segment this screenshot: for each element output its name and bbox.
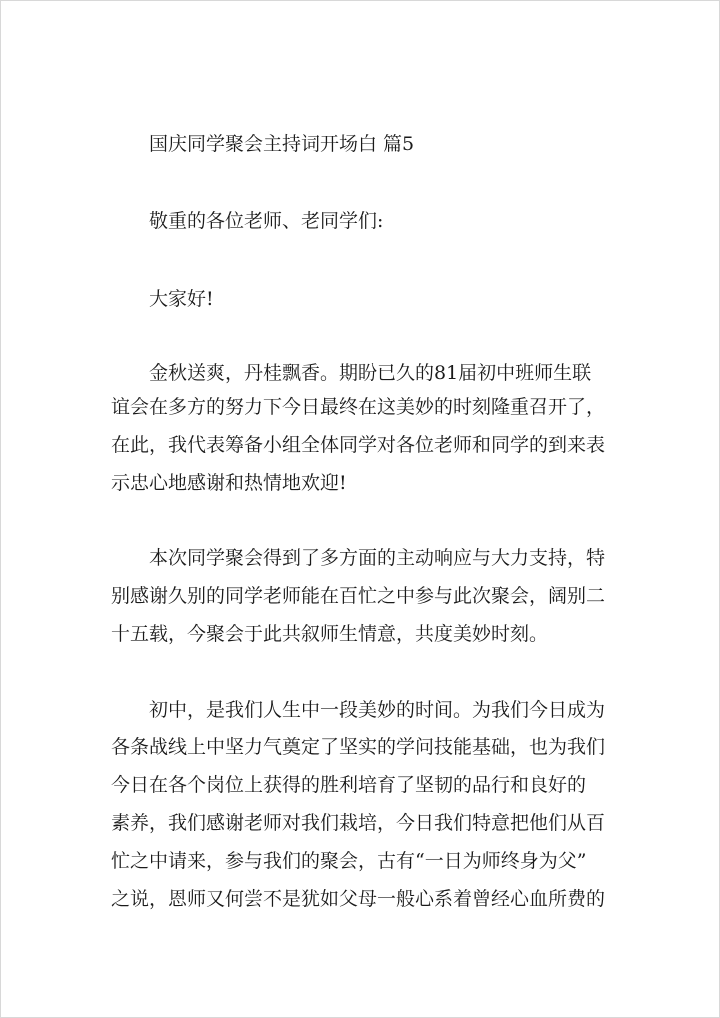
greeting-line: 敬重的各位老师、老同学们: bbox=[149, 210, 384, 232]
paragraph1-line-4: 示忠心地感谢和热情地欢迎! bbox=[111, 472, 347, 494]
paragraph3-line-2: 各条战线上中坚力气奠定了坚实的学问技能基础，也为我们 bbox=[111, 736, 606, 758]
paragraph1-line-3: 在此，我代表筹备小组全体同学对各位老师和同学的到来表 bbox=[111, 434, 606, 456]
paragraph2-line-2: 别感谢久别的同学老师能在百忙之中参与此次聚会，阔别二 bbox=[111, 585, 606, 607]
hello-line: 大家好! bbox=[149, 288, 214, 310]
paragraph2-line-3: 十五载，今聚会于此共叙师生情意，共度美妙时刻。 bbox=[111, 623, 549, 645]
paragraph3-line-5: 忙之中请来，参与我们的聚会，古有“一日为师终身为父” bbox=[111, 850, 587, 872]
paragraph2-line-1: 本次同学聚会得到了多方面的主动响应与大力支持，特 bbox=[149, 547, 606, 569]
document-title: 国庆同学聚会主持词开场白 篇5 bbox=[149, 133, 415, 155]
paragraph1-line-1: 金秋送爽，丹桂飘香。期盼已久的81届初中班师生联 bbox=[149, 362, 592, 384]
paragraph3-line-6: 之说，恩师又何尝不是犹如父母一般心系着曾经心血所费的 bbox=[111, 888, 606, 910]
paragraph3-line-4: 素养，我们感谢老师对我们栽培，今日我们特意把他们从百 bbox=[111, 812, 606, 834]
paragraph1-line-2: 谊会在多方的努力下今日最终在这美妙的时刻隆重召开了， bbox=[111, 396, 606, 418]
paragraph3-line-3: 今日在各个岗位上获得的胜利培育了坚韧的品行和良好的 bbox=[111, 774, 587, 796]
paragraph3-line-1: 初中，是我们人生中一段美妙的时间。为我们今日成为 bbox=[149, 699, 606, 721]
